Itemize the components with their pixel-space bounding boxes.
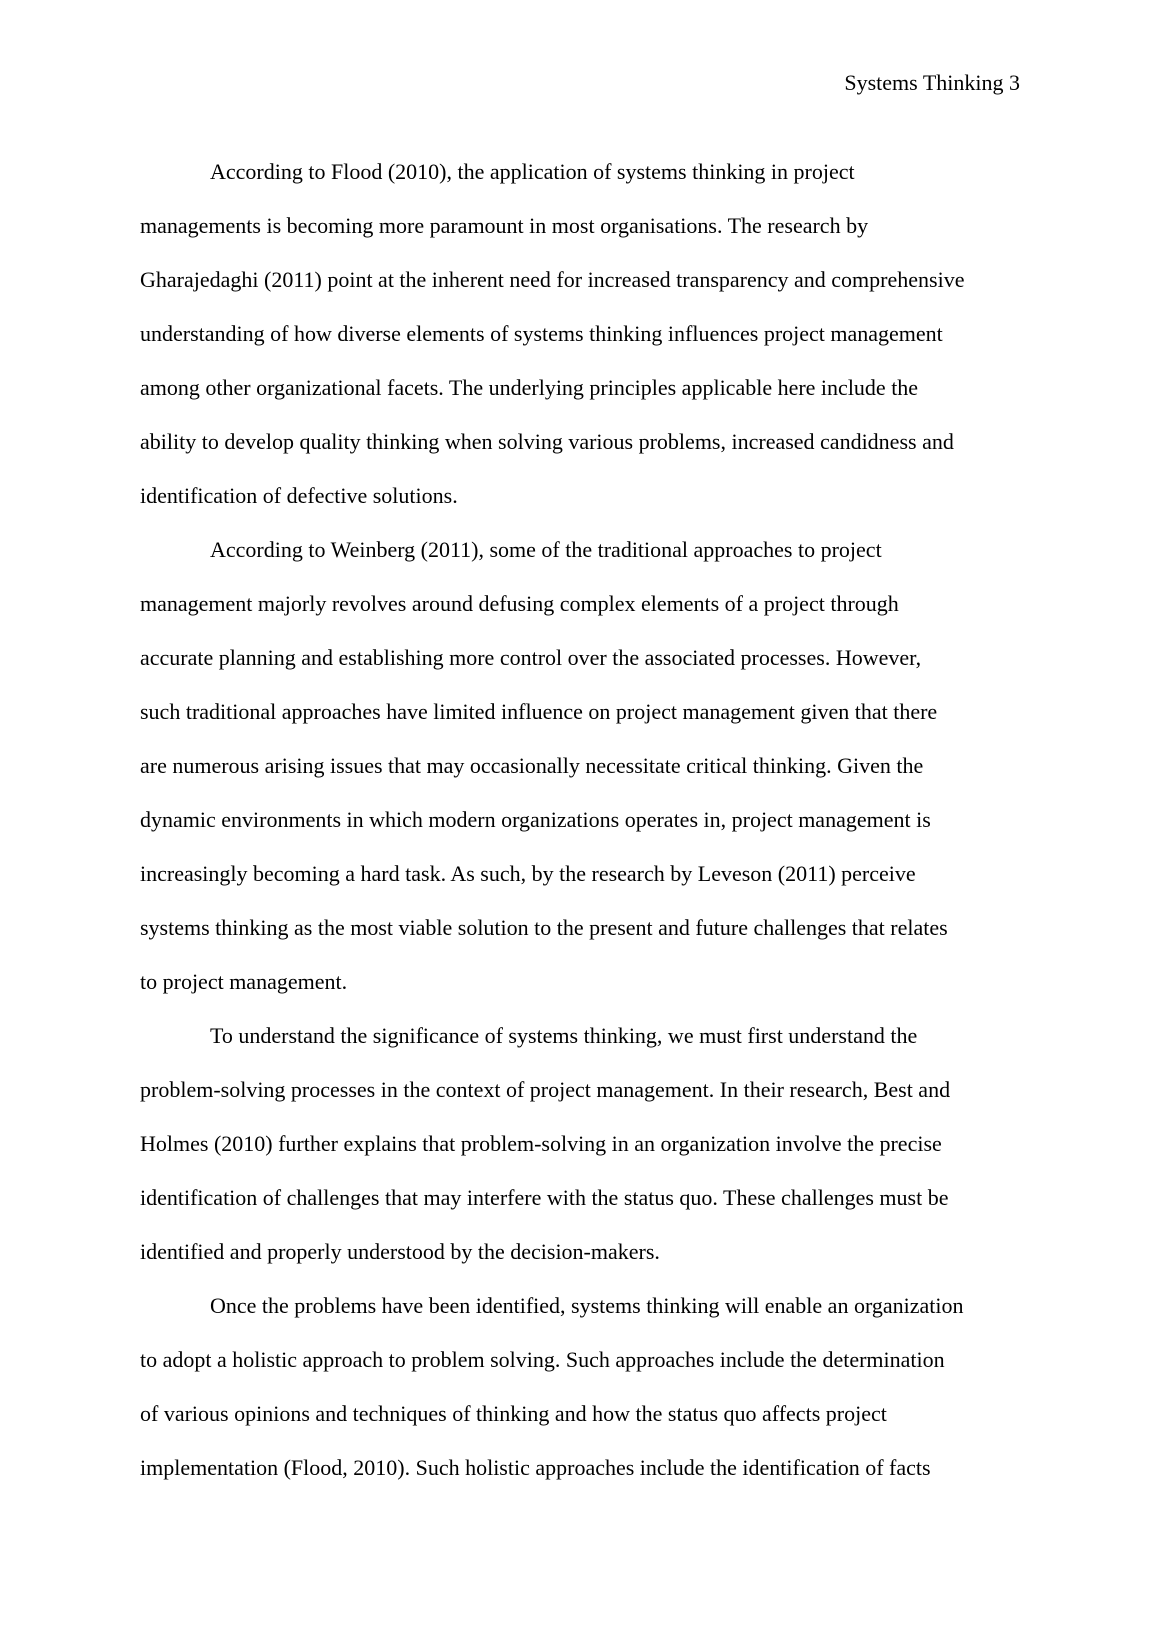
- text-line: implementation (Flood, 2010). Such holistic approaches include the identification of facts: [140, 1455, 931, 1480]
- text-line: Holmes (2010) further explains that problem-solving in an organization involve the precise: [140, 1131, 942, 1156]
- text-line: understanding of how diverse elements of systems thinking influences project management: [140, 321, 943, 346]
- paragraph-4: [140, 1279, 1020, 1495]
- paragraph-1: [140, 145, 1020, 523]
- paragraph-2: [140, 523, 1020, 1009]
- text-line: increasingly becoming a hard task. As such, by the research by Leveson (2011) perceive: [140, 861, 916, 886]
- text-line: problem-solving processes in the context of project management. In their research, Best and: [140, 1077, 951, 1102]
- text-line: management majorly revolves around defusing complex elements of a project through: [140, 591, 899, 616]
- text-line: According to Weinberg (2011), some of the traditional approaches to project: [210, 537, 882, 562]
- text-line: such traditional approaches have limited influence on project management given that there: [140, 699, 938, 724]
- text-line: among other organizational facets. The underlying principles applicable here include the: [140, 375, 919, 400]
- text-line: to project management.: [140, 969, 348, 994]
- text-line: are numerous arising issues that may occasionally necessitate critical thinking. Given the: [140, 753, 924, 778]
- text-line: According to Flood (2010), the application of systems thinking in project: [210, 159, 855, 184]
- text-line: identification of defective solutions.: [140, 483, 458, 508]
- text-line: To understand the significance of systems thinking, we must first understand the: [210, 1023, 918, 1048]
- text-line: Gharajedaghi (2011) point at the inherent need for increased transparency and comprehensive: [140, 267, 965, 292]
- running-head: Systems Thinking 3: [844, 70, 1020, 95]
- text-line: managements is becoming more paramount in most organisations. The research by: [140, 213, 869, 238]
- paragraph-3: [140, 1009, 1020, 1279]
- text-line: accurate planning and establishing more control over the associated processes. However,: [140, 645, 922, 670]
- text-line: to adopt a holistic approach to problem solving. Such approaches include the determination: [140, 1347, 945, 1372]
- text-line: identification of challenges that may interfere with the status quo. These challenges must be: [140, 1185, 949, 1210]
- text-line: Once the problems have been identified, systems thinking will enable an organization: [210, 1293, 964, 1318]
- text-line: dynamic environments in which modern organizations operates in, project management is: [140, 807, 931, 832]
- body-text: [140, 145, 1020, 1495]
- text-line: ability to develop quality thinking when solving various problems, increased candidness and: [140, 429, 954, 454]
- text-line: of various opinions and techniques of thinking and how the status quo affects project: [140, 1401, 887, 1426]
- text-line: identified and properly understood by the decision-makers.: [140, 1239, 660, 1264]
- text-line: systems thinking as the most viable solution to the present and future challenges that relates: [140, 915, 948, 940]
